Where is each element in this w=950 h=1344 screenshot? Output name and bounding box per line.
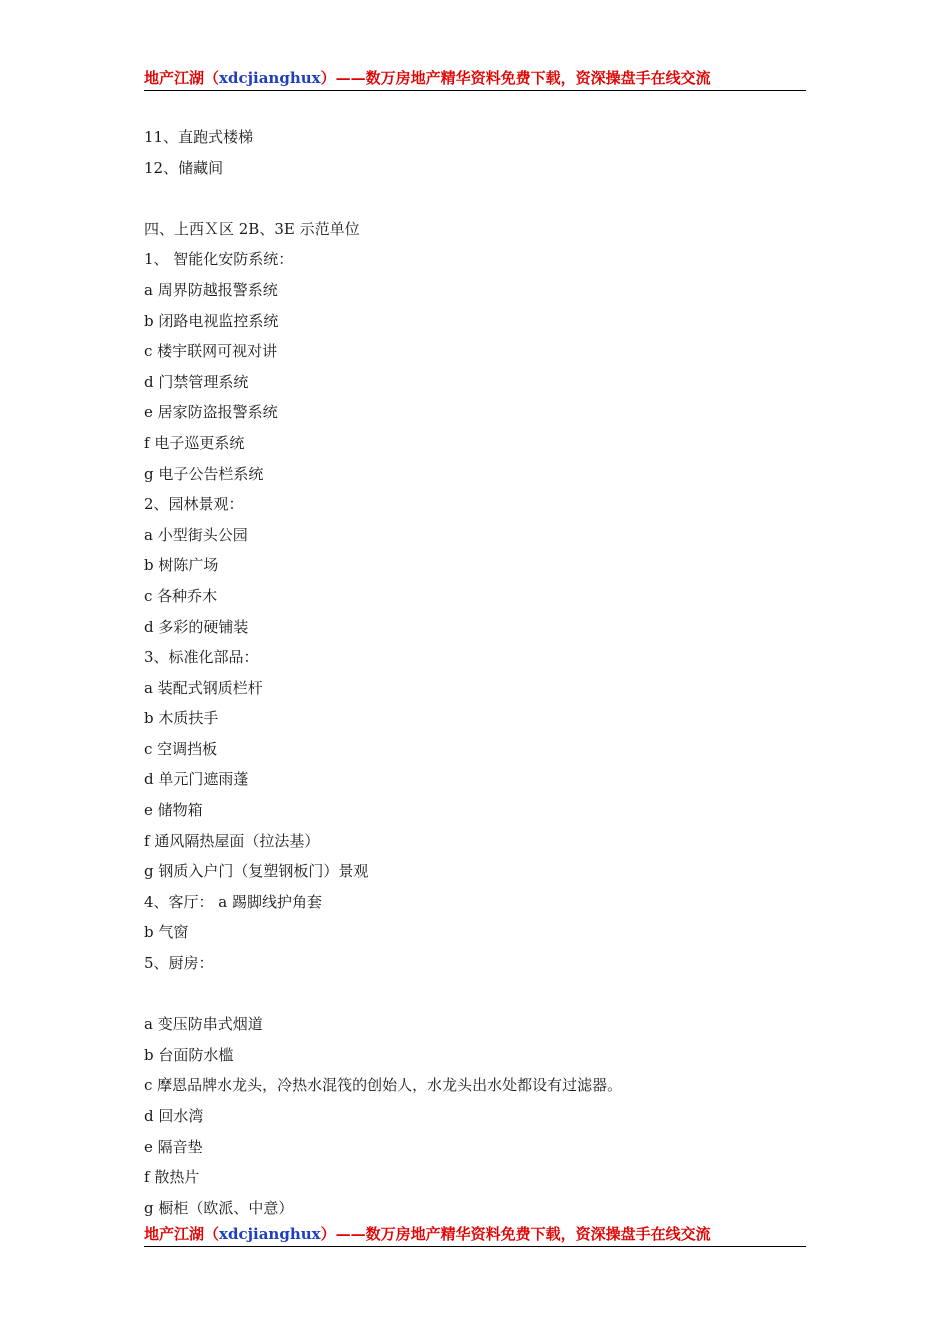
text-line: b 气窗	[144, 923, 189, 942]
text-line: a 变压防串式烟道	[144, 1015, 263, 1034]
text-line: a 周界防越报警系统	[144, 280, 278, 299]
text-line: 4、客厅： a 踢脚线护角套	[144, 892, 323, 911]
footer-banner	[144, 1224, 806, 1247]
text-line: g 电子公告栏系统	[144, 464, 264, 483]
text-line: b 闭路电视监控系统	[144, 311, 279, 330]
text-line: 5、厨房：	[144, 954, 214, 973]
text-line: b 台面防水槛	[144, 1045, 234, 1064]
text-line: d 门禁管理系统	[144, 372, 249, 391]
text-line: b 树陈广场	[144, 556, 219, 575]
text-line: f 电子巡更系统	[144, 433, 245, 452]
text-line: 11、直跑式楼梯	[144, 128, 254, 146]
header-banner	[144, 68, 806, 91]
text-line: 2、园林景观：	[144, 495, 244, 514]
header-tagline: ）——数万房地产精华资料免费下载，资深操盘手在线交流	[320, 69, 711, 87]
text-line: 四、上西Ｘ区 2B、3E 示范单位	[144, 219, 360, 238]
text-line: e 储物箱	[144, 801, 203, 820]
text-line: e 隔音垫	[144, 1137, 203, 1156]
text-line: c 摩恩品牌水龙头，冷热水混筏的创始人，水龙头出水处都设有过滤器。	[144, 1076, 623, 1095]
text-line: a 小型街头公园	[144, 525, 248, 544]
text-line: d 单元门遮雨蓬	[144, 770, 249, 789]
header-site-name: 地产江湖（	[144, 69, 220, 87]
footer-tagline: ）——数万房地产精华资料免费下载，资深操盘手在线交流	[320, 1225, 711, 1243]
text-line: a 装配式钢质栏杆	[144, 678, 263, 697]
blank-line	[144, 183, 806, 214]
text-line: g 橱柜（欧派、中意）	[144, 1198, 294, 1217]
footer-handle: xdcjianghux	[219, 1225, 321, 1243]
header-handle: xdcjianghux	[219, 69, 321, 87]
text-line: 1、 智能化安防系统：	[144, 250, 294, 269]
text-line: c 各种乔木	[144, 586, 218, 605]
text-line: d 回水湾	[144, 1107, 204, 1125]
blank-line	[144, 979, 806, 1010]
text-line: e 居家防盗报警系统	[144, 403, 278, 422]
text-line: 3、标准化部品：	[144, 648, 259, 667]
text-line: c 空调挡板	[144, 739, 218, 758]
footer-site-name: 地产江湖（	[144, 1225, 220, 1243]
text-line: d 多彩的硬铺装	[144, 617, 249, 636]
text-line: f 通风隔热屋面（拉法基）	[144, 831, 320, 850]
text-line: c 楼宇联网可视对讲	[144, 342, 278, 361]
text-line: g 钢质入户门（复塑钢板门）景观	[144, 862, 369, 881]
document-body	[144, 122, 806, 1223]
text-line: b 木质扶手	[144, 709, 219, 728]
text-line: 12、储藏间	[144, 158, 224, 177]
text-line: f 散热片	[144, 1168, 200, 1187]
